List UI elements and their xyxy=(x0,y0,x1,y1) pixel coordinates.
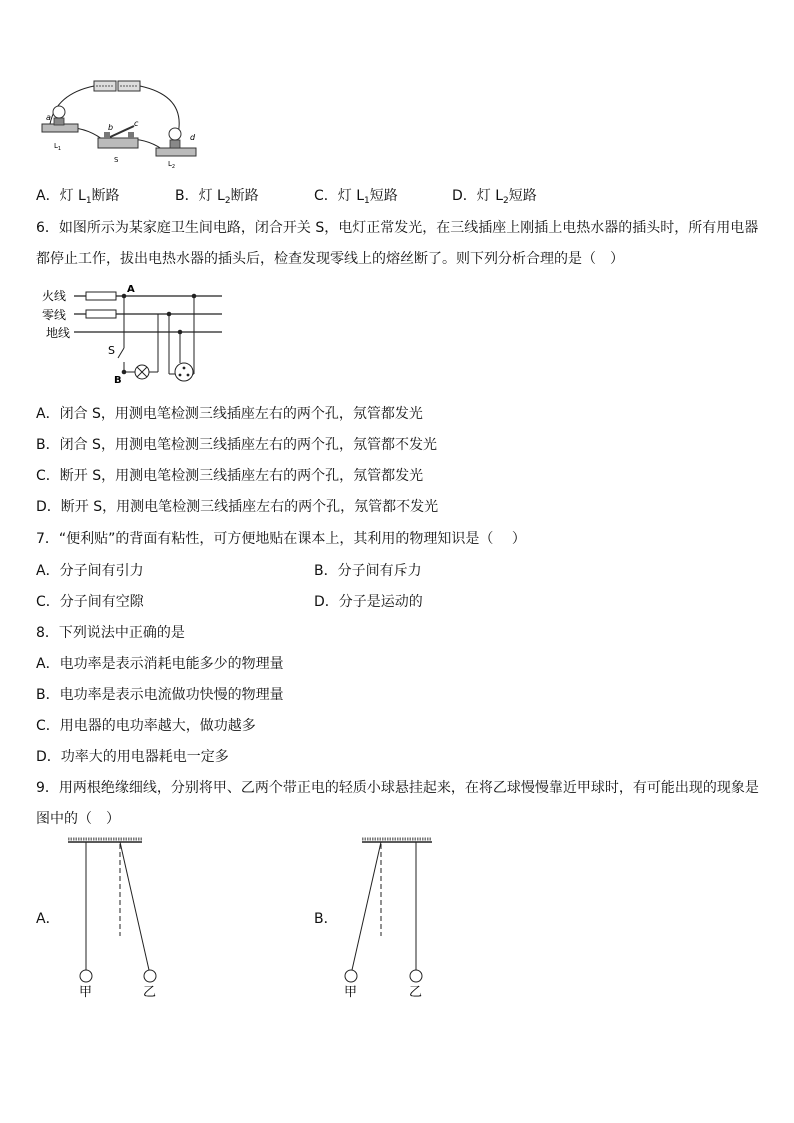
q6-label-b: B xyxy=(114,375,122,386)
q9-option-a-label: A． xyxy=(36,911,60,927)
q8-option-c: C．用电器的电功率越大，做功越多 xyxy=(36,718,256,734)
q6-label-ground: 地线 xyxy=(46,326,71,340)
q6-label-live: 火线 xyxy=(42,289,67,303)
q7-option-a: A．分子间有引力 xyxy=(36,563,144,579)
q5-label-s: S xyxy=(114,156,119,164)
q5-label-l1: L xyxy=(54,142,58,150)
q5-option-a: A．灯 $L_1$断路 xyxy=(36,188,120,206)
q6-label-neutral: 零线 xyxy=(42,308,67,322)
q7-option-c: C．分子间有空隙 xyxy=(36,594,144,610)
q6-label-a: A xyxy=(127,284,135,295)
q6-stem-line1: 6．如图所示为某家庭卫生间电路，闭合开关 S，电灯正常发光，在三线插座上刚插上电热水器的插头时，所有用电器 xyxy=(36,220,759,236)
q5-option-d: D．灯 $L_2$短路 xyxy=(452,188,537,206)
q9-b-ball-jia: 甲 xyxy=(344,985,358,998)
q9-figure-b xyxy=(336,836,436,998)
q8-option-a: A．电功率是表示消耗电能多少的物理量 xyxy=(36,656,284,672)
q6-circuit-figure xyxy=(40,282,230,386)
q9-stem-line2: 图中的（ ） xyxy=(36,811,120,827)
q5-option-b: B．灯 $L_2$断路 xyxy=(175,188,259,206)
q5-label-l1-sub: 1 xyxy=(57,146,62,152)
q6-option-a: A．闭合 S，用测电笔检测三线插座左右的两个孔，氖管都发光 xyxy=(36,406,423,422)
q5-label-c: c xyxy=(134,119,139,128)
q6-option-b: B．闭合 S，用测电笔检测三线插座左右的两个孔，氖管都不发光 xyxy=(36,437,437,453)
q8-option-d: D．功率大的用电器耗电一定多 xyxy=(36,749,229,765)
q5-label-l2: L xyxy=(168,160,172,168)
q6-option-c: C．断开 S，用测电笔检测三线插座左右的两个孔，氖管都发光 xyxy=(36,468,424,484)
q9-option-b-label: B． xyxy=(314,911,338,927)
svg-text:L1 xyxy=(54,142,61,152)
q6-label-s: S xyxy=(108,344,115,357)
q9-b-ball-yi: 乙 xyxy=(409,985,423,998)
q9-figure-a xyxy=(64,836,174,998)
q5-label-l2-sub: 2 xyxy=(171,164,176,168)
q9-a-ball-jia: 甲 xyxy=(79,985,93,998)
q5-figure xyxy=(36,76,206,168)
q5-label-d: d xyxy=(190,133,196,142)
q6-option-d: D．断开 S，用测电笔检测三线插座左右的两个孔，氖管都不发光 xyxy=(36,499,439,515)
q6-stem-line2: 都停止工作，拔出电热水器的插头后，检查发现零线上的熔丝断了。则下列分析合理的是（ ） xyxy=(36,251,624,267)
q5-label-b: b xyxy=(108,123,114,132)
q7-stem: 7．“便利贴”的背面有粘性，可方便地贴在课本上，其利用的物理知识是（ ） xyxy=(36,531,526,547)
q7-option-d: D．分子是运动的 xyxy=(314,594,423,610)
q9-stem-line1: 9．用两根绝缘细线，分别将甲、乙两个带正电的轻质小球悬挂起来，在将乙球慢慢靠近甲球时，有可能出现的现象是 xyxy=(36,780,759,796)
q7-option-b: B．分子间有斥力 xyxy=(314,563,422,579)
q8-stem: 8．下列说法中正确的是 xyxy=(36,625,185,641)
q8-option-b: B．电功率是表示电流做功快慢的物理量 xyxy=(36,687,284,703)
q5-label-a: a xyxy=(46,113,51,122)
q5-option-c: C．灯 $L_1$短路 xyxy=(314,188,398,206)
svg-text:L2 xyxy=(168,160,175,168)
q9-a-ball-yi: 乙 xyxy=(143,985,157,998)
